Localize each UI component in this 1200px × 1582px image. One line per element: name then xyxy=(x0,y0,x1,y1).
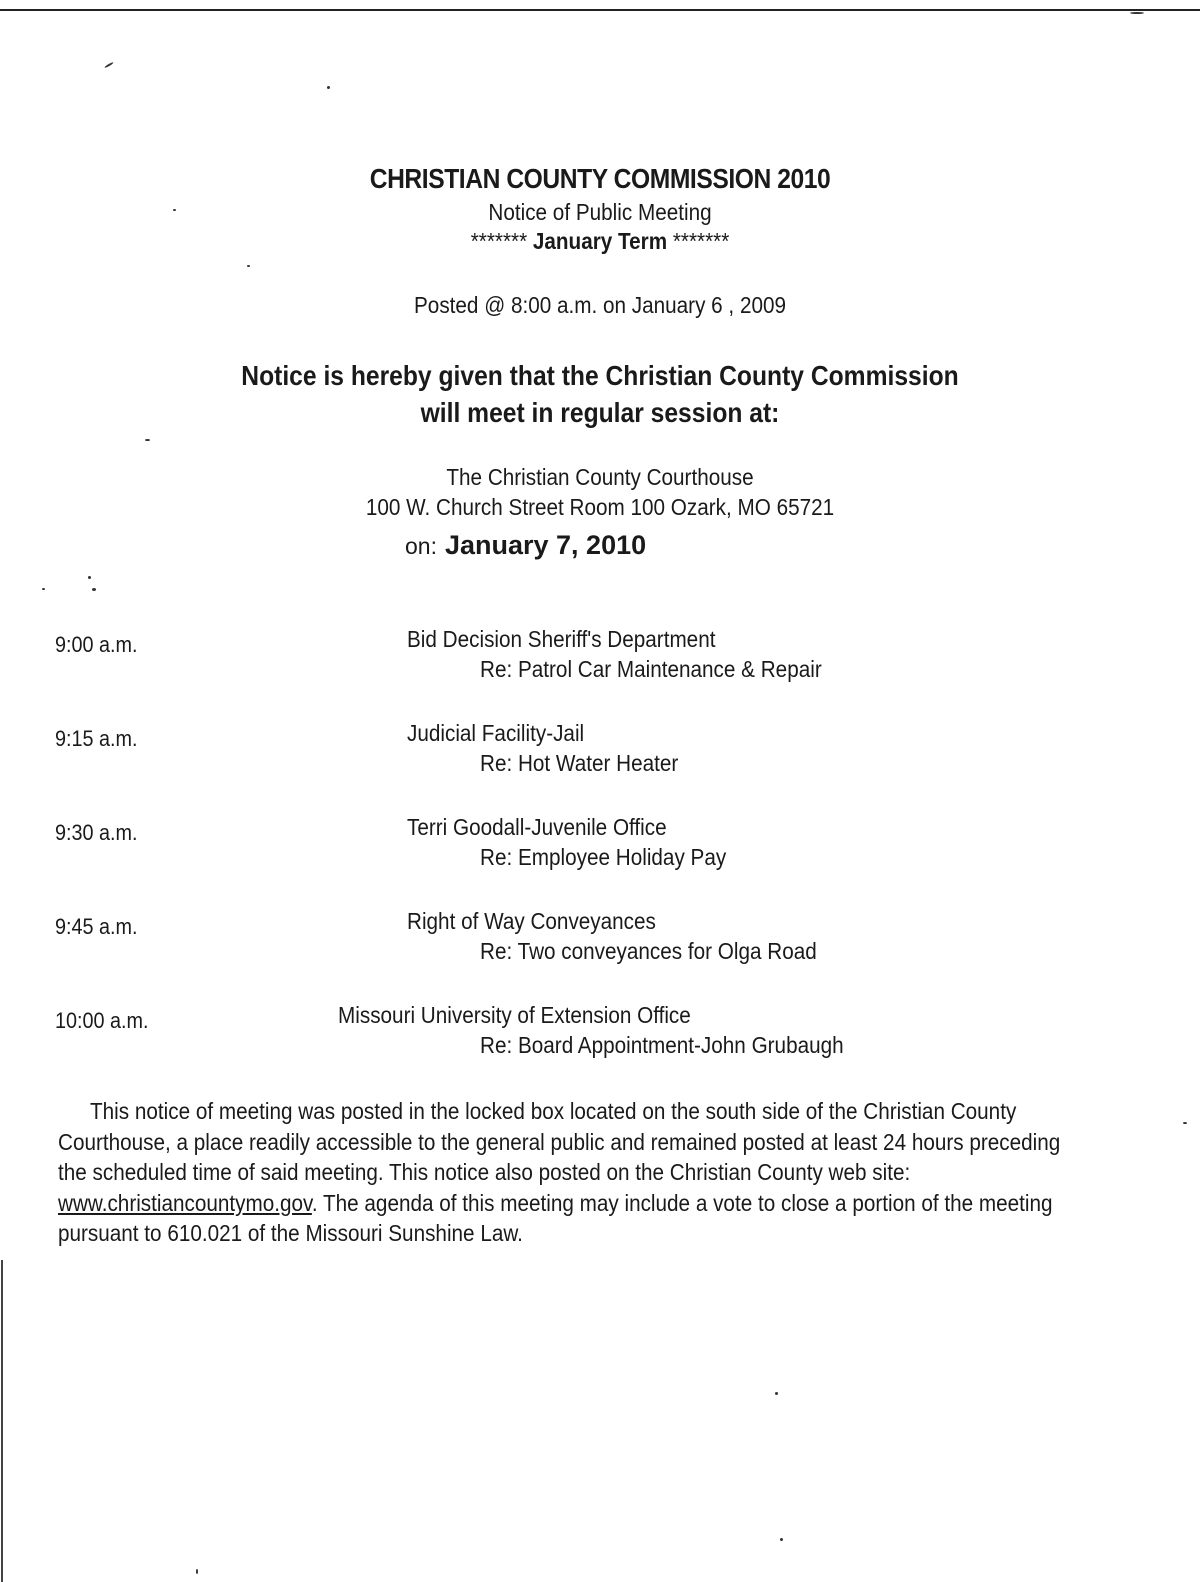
scan-speck xyxy=(196,1569,198,1574)
document-title: CHRISTIAN COUNTY COMMISSION 2010 xyxy=(369,163,831,194)
agenda-title: Judicial Facility-Jail xyxy=(407,720,585,746)
scan-speck xyxy=(88,576,91,579)
scan-border-left xyxy=(1,1260,3,1582)
agenda-title: Terri Goodall-Juvenile Office xyxy=(407,814,667,840)
agenda-time: 9:00 a.m. xyxy=(55,632,138,657)
posting-statement-line-4 xyxy=(58,1188,1062,1219)
location-address: 100 W. Church Street Room 100 Ozark, MO 65721 xyxy=(365,494,835,520)
notice-heading-line-2: will meet in regular session at: xyxy=(420,397,780,428)
posting-statement-line-5: pursuant to 610.021 of the Missouri Sunshine Law. xyxy=(58,1220,523,1246)
location-building: The Christian County Courthouse xyxy=(446,464,754,490)
scan-speck xyxy=(775,1392,778,1395)
scan-speck xyxy=(1130,12,1144,14)
agenda-re: Re: Patrol Car Maintenance & Repair xyxy=(480,656,822,682)
scan-speck xyxy=(247,265,250,267)
meeting-date: January 7, 2010 xyxy=(444,530,647,560)
scan-speck xyxy=(42,588,45,590)
agenda-title: Bid Decision Sheriff's Department xyxy=(407,626,716,652)
agenda-re: Re: Employee Holiday Pay xyxy=(480,844,727,870)
scan-speck xyxy=(1183,1122,1187,1124)
term-line xyxy=(60,228,1140,255)
agenda-re: Re: Board Appointment-John Grubaugh xyxy=(480,1032,844,1058)
scan-speck xyxy=(92,588,96,591)
on-label: on: xyxy=(405,533,437,559)
posting-statement xyxy=(58,1096,1173,1249)
scan-border-top xyxy=(0,9,1200,11)
agenda-time: 9:45 a.m. xyxy=(55,914,138,939)
posting-statement-line-4-rest: . The agenda of this meeting may include a vote to close a portion of the meeting xyxy=(311,1189,1053,1216)
posting-statement-line-1: This notice of meeting was posted in the locked box located on the south side of the Christian County xyxy=(90,1098,1017,1124)
agenda-title: Missouri University of Extension Office xyxy=(338,1002,691,1028)
term-label: January Term xyxy=(532,228,668,254)
term-stars-right: ******* xyxy=(672,228,730,254)
scan-speck xyxy=(780,1538,783,1541)
agenda-re: Re: Two conveyances for Olga Road xyxy=(480,938,817,964)
agenda-title: Right of Way Conveyances xyxy=(407,908,656,934)
notice-heading-line-1: Notice is hereby given that the Christian County Commission xyxy=(241,360,959,391)
notice-subtitle: Notice of Public Meeting xyxy=(488,199,712,225)
scan-speck xyxy=(104,62,114,69)
agenda-re: Re: Hot Water Heater xyxy=(480,750,679,776)
term-stars-left: ******* xyxy=(470,228,528,254)
scan-speck xyxy=(327,86,330,89)
posting-statement-line-3: the scheduled time of said meeting. This notice also posted on the Christian County web site: xyxy=(58,1159,911,1185)
county-website-link[interactable]: www.christiancountymo.gov xyxy=(58,1189,312,1216)
posted-line: Posted @ 8:00 a.m. on January 6 , 2009 xyxy=(413,292,786,318)
agenda-time: 9:30 a.m. xyxy=(55,820,138,845)
agenda-time: 9:15 a.m. xyxy=(55,726,138,751)
scan-speck xyxy=(145,439,150,441)
meeting-date-line xyxy=(405,530,646,561)
posting-statement-line-2: Courthouse, a place readily accessible to the general public and remained posted at least 24 hours preceding xyxy=(58,1128,1061,1155)
agenda-time: 10:00 a.m. xyxy=(55,1008,149,1033)
